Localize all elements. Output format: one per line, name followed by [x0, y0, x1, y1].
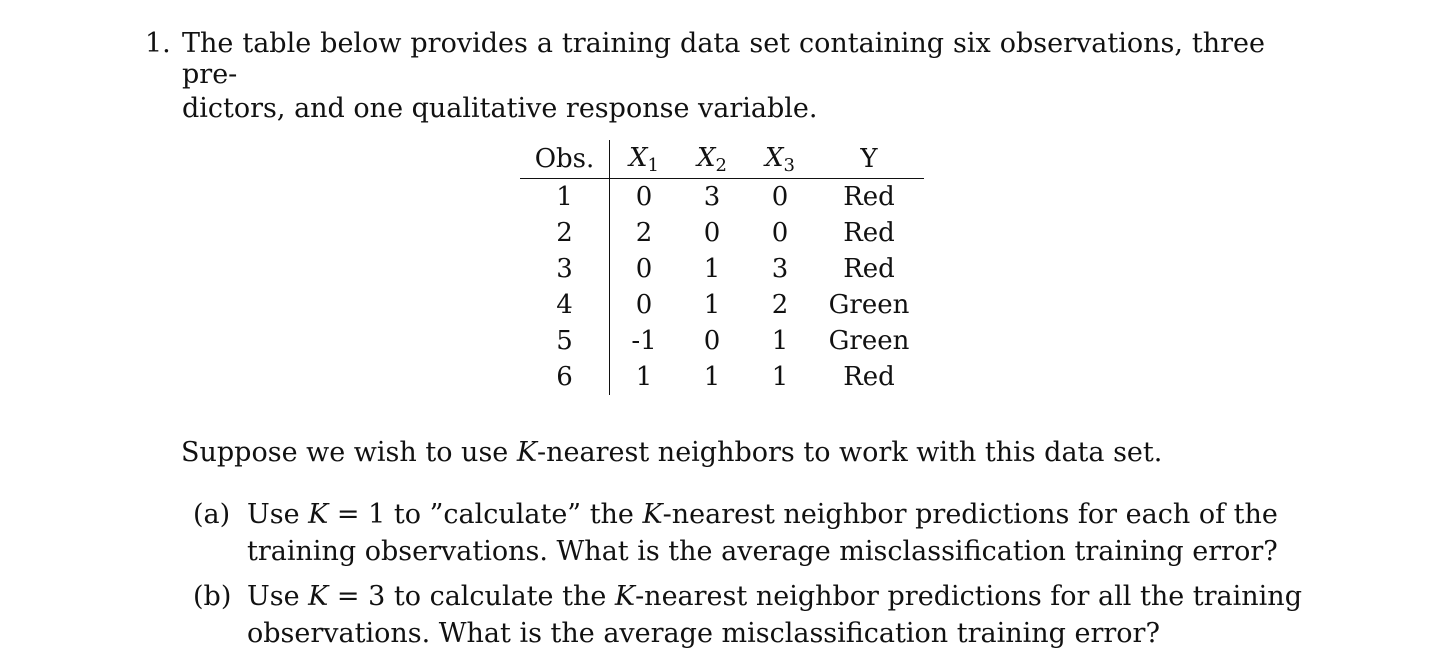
cell-x2: 1	[703, 254, 721, 284]
part-a-line2: training observations. What is the average misclassification training error?	[247, 536, 1278, 567]
part-a-k2: K	[642, 499, 663, 530]
header-x2	[678, 140, 746, 179]
problem-statement	[145, 28, 1265, 127]
cell-y: Green	[828, 290, 910, 320]
cell-x1: 1	[635, 362, 653, 392]
header-y: Y	[814, 140, 924, 179]
cell-x2: 3	[703, 182, 721, 212]
cell-y: Red	[843, 254, 895, 284]
part-b-line1	[247, 578, 1302, 615]
problem-line-1	[145, 28, 1265, 90]
intro-pre: Suppose we wish to use	[181, 437, 517, 468]
header-x1-sub: 1	[647, 154, 659, 176]
table-row	[520, 251, 924, 287]
intro-k: K	[516, 437, 538, 468]
cell-x3: 2	[771, 290, 789, 320]
part-a-post: -nearest neighbor predictions for each of the	[662, 499, 1278, 530]
part-b-mid: = 3 to calculate the	[328, 581, 615, 612]
header-x2-base: X	[697, 142, 716, 173]
header-x1	[610, 140, 679, 179]
cell-x3: 1	[771, 326, 789, 356]
cell-x3: 0	[771, 182, 789, 212]
cell-x2: 0	[703, 218, 721, 248]
cell-obs: 5	[520, 323, 610, 359]
cell-y: Green	[828, 326, 910, 356]
cell-x1: 2	[635, 218, 653, 248]
cell-x3: 0	[771, 218, 789, 248]
table-row	[520, 179, 924, 216]
cell-x3: 3	[771, 254, 789, 284]
part-a-k: K	[308, 499, 329, 530]
cell-x1: 0	[635, 290, 653, 320]
header-x3-base: X	[765, 142, 784, 173]
part-a-line1	[247, 496, 1278, 533]
header-x3-sub: 3	[783, 154, 795, 176]
training-data-table	[520, 140, 924, 395]
part-b-label: (b)	[193, 581, 232, 612]
part-b-line2: observations. What is the average misclassification training error?	[247, 618, 1160, 649]
cell-obs: 2	[520, 215, 610, 251]
part-b-k2: K	[614, 581, 636, 612]
cell-obs: 4	[520, 287, 610, 323]
cell-y: Red	[843, 362, 895, 392]
table-row	[520, 287, 924, 323]
part-a-body	[247, 496, 1278, 570]
intro-post: -nearest neighbors to work with this data set.	[537, 437, 1163, 468]
cell-x3: 1	[771, 362, 789, 392]
header-x3	[746, 140, 814, 179]
part-b-pre: Use	[247, 581, 309, 612]
part-b-post: -nearest neighbor predictions for all the training	[635, 581, 1302, 612]
part-b	[193, 578, 1302, 652]
table-header-row	[520, 140, 924, 179]
cell-x1: 0	[635, 254, 653, 284]
table-row	[520, 359, 924, 395]
cell-y: Red	[843, 182, 895, 212]
cell-x1: -1	[631, 326, 657, 356]
cell-obs: 1	[520, 179, 610, 216]
cell-x2: 1	[703, 362, 721, 392]
part-a	[193, 496, 1278, 570]
part-a-pre: Use	[247, 499, 309, 530]
header-x1-base: X	[629, 142, 648, 173]
question-parts	[193, 496, 1302, 660]
cell-y: Red	[843, 218, 895, 248]
intro-paragraph	[181, 436, 1162, 470]
cell-x1: 0	[635, 182, 653, 212]
cell-obs: 6	[520, 359, 610, 395]
header-x2-sub: 2	[715, 154, 727, 176]
problem-text-line2: dictors, and one qualitative response variable.	[182, 93, 818, 124]
part-a-label: (a)	[193, 499, 231, 530]
cell-obs: 3	[520, 251, 610, 287]
header-obs: Obs.	[520, 140, 610, 179]
part-a-mid: = 1 to ”calculate” the	[328, 499, 643, 530]
cell-x2: 1	[703, 290, 721, 320]
table-row	[520, 215, 924, 251]
part-b-k: K	[308, 581, 329, 612]
table-row	[520, 323, 924, 359]
problem-text-line1: The table below provides a training data set containing six observations, three pre-	[182, 28, 1265, 90]
problem-number: 1.	[145, 28, 171, 59]
cell-x2: 0	[703, 326, 721, 356]
part-b-body	[247, 578, 1302, 652]
